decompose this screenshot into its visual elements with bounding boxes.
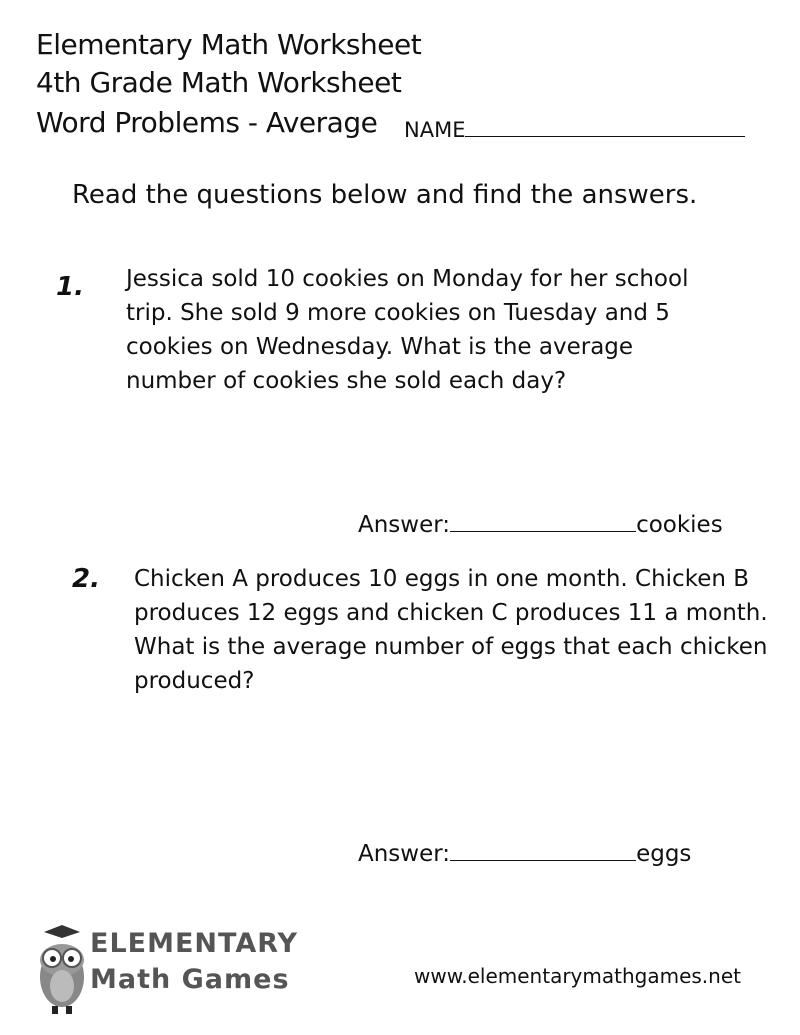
question-text: Chicken A produces 10 eggs in one month. Chicken B produces 12 eggs and chicken C produces 11 a month. What is the average number of eggs that each chicken produced? [134, 566, 768, 694]
name-label: NAME [404, 118, 466, 142]
answer-line[interactable] [450, 836, 636, 861]
logo-line1: ELEMENTARY [90, 928, 299, 959]
question-text: Jessica sold 10 cookies on Monday for her school trip. She sold 9 more cookies on Tuesday and 5 cookies on Wednesday. What is the average number of cookies she sold each day? [126, 266, 689, 394]
question-number: 1. [56, 272, 84, 302]
answer-label: Answer: [358, 841, 451, 867]
logo-line2: Math Games [90, 964, 290, 995]
name-line [465, 112, 745, 137]
logo [30, 922, 299, 1017]
question-number: 2. [72, 564, 100, 594]
answer-row[interactable] [358, 836, 691, 867]
answer-unit: eggs [636, 841, 692, 867]
name-field[interactable] [404, 112, 745, 142]
worksheet-subtitle: 4th Grade Math Worksheet [36, 66, 402, 99]
worksheet-topic: Word Problems - Average [36, 106, 378, 139]
instructions: Read the questions below and find the answers. [72, 180, 698, 210]
website-link[interactable]: www.elementarymathgames.net [414, 964, 741, 988]
answer-unit: cookies [636, 512, 723, 538]
answer-row[interactable] [358, 507, 723, 538]
answer-label: Answer: [358, 512, 451, 538]
owl-icon [30, 922, 90, 1017]
answer-line[interactable] [450, 507, 636, 532]
worksheet-title: Elementary Math Worksheet [36, 28, 422, 61]
